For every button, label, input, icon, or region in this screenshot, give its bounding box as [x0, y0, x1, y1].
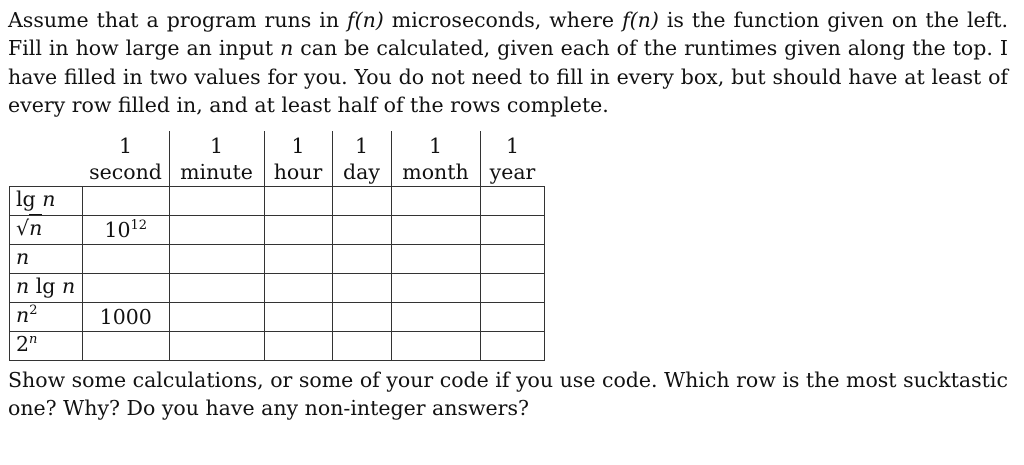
- cell-n-squared-hour[interactable]: [264, 303, 332, 332]
- col-header-number: 1: [428, 134, 443, 158]
- row-label-lg: lg: [35, 274, 56, 298]
- cell-2-to-n-hour[interactable]: [264, 332, 332, 361]
- col-header-second: [83, 131, 170, 187]
- col-header-unit: second: [89, 160, 162, 184]
- row-label-n: n: [16, 274, 30, 298]
- row-2-to-n: [10, 332, 545, 361]
- cell-n-month[interactable]: [391, 245, 480, 274]
- col-header-year: [480, 131, 545, 187]
- cell-sqrt-n-hour[interactable]: [264, 216, 332, 245]
- row-label-lg-n: [10, 187, 83, 216]
- intro-text-2: microseconds, where: [383, 8, 623, 32]
- sqrt-symbol: √: [16, 216, 30, 240]
- row-n: [10, 245, 545, 274]
- row-n-squared: [10, 303, 545, 332]
- cell-value: 1000: [99, 305, 152, 329]
- col-header-number: 1: [291, 134, 305, 158]
- cell-n-hour[interactable]: [264, 245, 332, 274]
- cell-2-to-n-month[interactable]: [391, 332, 480, 361]
- col-header-number: 1: [505, 134, 520, 158]
- cell-sqrt-n-year[interactable]: [480, 216, 545, 245]
- cell-n-lg-n-second[interactable]: [83, 274, 170, 303]
- row-label-2-to-n: [10, 332, 83, 361]
- row-label-n: n: [61, 274, 76, 298]
- row-label-n: [10, 245, 83, 274]
- row-label-n: n: [42, 187, 56, 211]
- cell-lg-n-month[interactable]: [391, 187, 480, 216]
- function-f-of-n-2: f(n): [622, 8, 659, 32]
- col-header-unit: year: [489, 160, 536, 184]
- row-sqrt-n: [10, 216, 545, 245]
- cell-n-year[interactable]: [480, 245, 545, 274]
- cell-n-lg-n-month[interactable]: [391, 274, 480, 303]
- row-label-n: n: [29, 216, 43, 240]
- cell-sqrt-n-day[interactable]: [332, 216, 391, 245]
- cell-2-to-n-year[interactable]: [480, 332, 545, 361]
- col-header-number: 1: [209, 134, 224, 158]
- questions-paragraph: Show some calculations, or some of your code if you use code. Which row is the most sucktastic one? Why? Do you have any non-integer answers?: [8, 368, 1008, 421]
- row-label-exponent: 2: [29, 303, 38, 318]
- cell-lg-n-day[interactable]: [332, 187, 391, 216]
- col-header-unit: hour: [273, 160, 323, 184]
- col-header-unit: month: [402, 160, 469, 184]
- intro-text-3: is the function given on the left. Fill in how large an input: [8, 8, 1008, 61]
- cell-value-exponent: 12: [130, 218, 148, 233]
- row-n-lg-n: [10, 274, 545, 303]
- cell-n-squared-day[interactable]: [332, 303, 391, 332]
- col-header-number: 1: [118, 134, 133, 158]
- cell-n-squared-month[interactable]: [391, 303, 480, 332]
- intro-text-1: Assume that a program runs in: [8, 8, 348, 32]
- cell-value-base: 10: [104, 218, 131, 242]
- cell-lg-n-second[interactable]: [83, 187, 170, 216]
- cell-n-lg-n-minute[interactable]: [169, 274, 264, 303]
- col-header-minute: [169, 131, 264, 187]
- row-label-n-var: n: [16, 245, 30, 269]
- cell-2-to-n-minute[interactable]: [169, 332, 264, 361]
- cell-sqrt-n-minute[interactable]: [169, 216, 264, 245]
- cell-n-lg-n-hour[interactable]: [264, 274, 332, 303]
- cell-n-lg-n-year[interactable]: [480, 274, 545, 303]
- col-header-unit: day: [343, 160, 380, 184]
- runtime-table: [9, 131, 545, 361]
- row-lg-n: [10, 187, 545, 216]
- cell-lg-n-year[interactable]: [480, 187, 545, 216]
- row-label-lg: lg: [16, 187, 36, 211]
- row-label-base: 2: [16, 332, 30, 356]
- cell-n-squared-minute[interactable]: [169, 303, 264, 332]
- col-header-number: 1: [354, 134, 369, 158]
- instructions-paragraph: [8, 6, 1008, 120]
- cell-sqrt-n-second[interactable]: [83, 216, 170, 245]
- cell-sqrt-n-month[interactable]: [391, 216, 480, 245]
- row-label-n-lg-n: [10, 274, 83, 303]
- cell-n-squared-second[interactable]: [83, 303, 170, 332]
- cell-2-to-n-second[interactable]: [83, 332, 170, 361]
- variable-n: n: [280, 36, 294, 61]
- cell-value: [104, 218, 147, 242]
- cell-lg-n-hour[interactable]: [264, 187, 332, 216]
- cell-n-squared-year[interactable]: [480, 303, 545, 332]
- col-header-month: [391, 131, 480, 187]
- cell-n-second[interactable]: [83, 245, 170, 274]
- cell-n-day[interactable]: [332, 245, 391, 274]
- row-label-exponent: n: [29, 332, 38, 347]
- row-label-sqrt-n: [10, 216, 83, 245]
- header-corner: [10, 131, 83, 187]
- header-row: [10, 131, 545, 187]
- row-label-n-squared: [10, 303, 83, 332]
- function-f-of-n: f(n): [347, 8, 384, 32]
- cell-lg-n-minute[interactable]: [169, 187, 264, 216]
- intro-text-4: can be calculated, given each of the runtimes given along the top. I have filled in two values for you. You do not need to fill in every box, but should have at least of every row filled in, and at least half of the rows complete.: [8, 36, 1008, 118]
- col-header-hour: [264, 131, 332, 187]
- row-label-n: n: [16, 303, 30, 327]
- col-header-unit: minute: [180, 160, 253, 184]
- cell-n-lg-n-day[interactable]: [332, 274, 391, 303]
- cell-2-to-n-day[interactable]: [332, 332, 391, 361]
- col-header-day: [332, 131, 391, 187]
- cell-n-minute[interactable]: [169, 245, 264, 274]
